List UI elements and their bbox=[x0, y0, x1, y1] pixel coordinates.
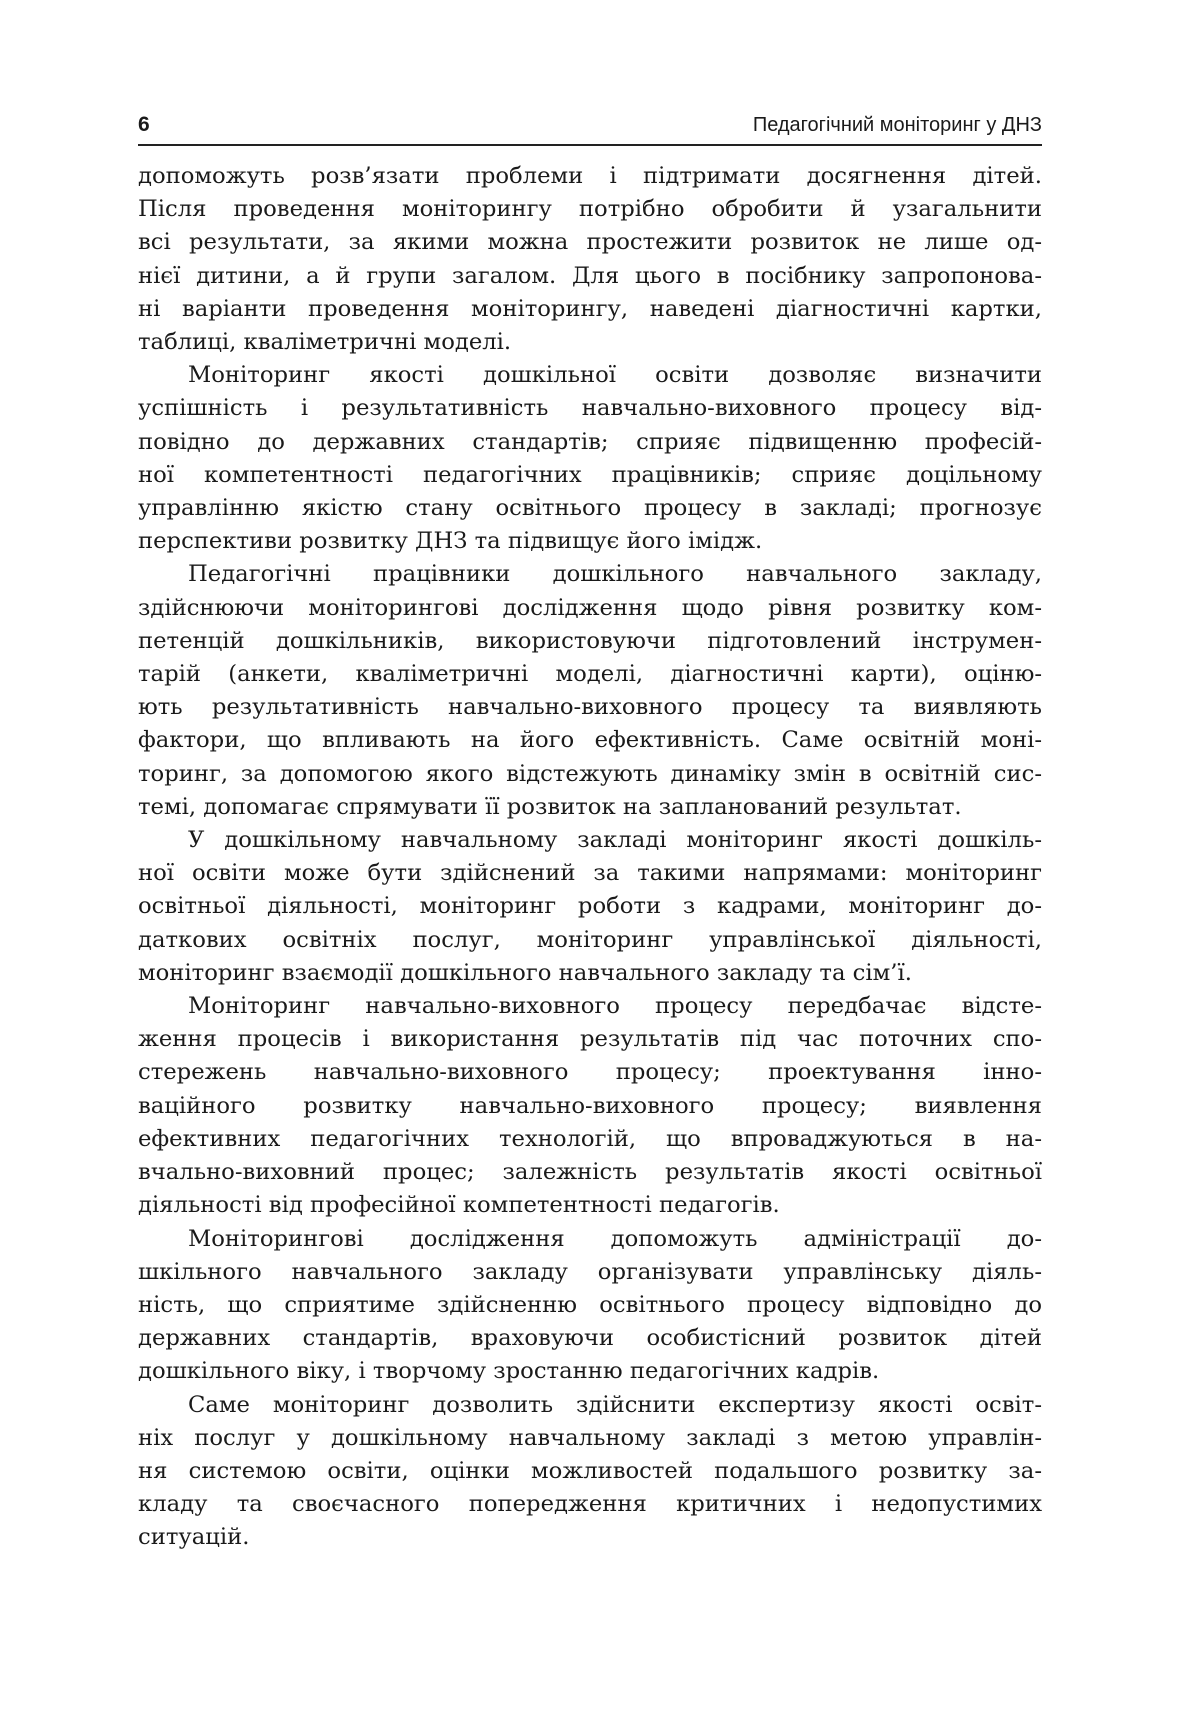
paragraph bbox=[138, 558, 1042, 824]
text-line: фактори, що впливають на його ефективність. Саме освітній моні- bbox=[138, 727, 1042, 754]
text-line: Моніторинг навчально-виховного процесу передбачає відсте- bbox=[188, 993, 1042, 1020]
text-line: ваційного розвитку навчально-виховного процесу; виявлення bbox=[138, 1092, 1042, 1119]
text-line: управлінню якістю стану освітнього процесу в закладі; прогнозує bbox=[138, 495, 1042, 522]
running-header bbox=[138, 110, 1042, 146]
text-line: ситуацій. bbox=[138, 1524, 250, 1551]
text-line: всі результати, за якими можна простежити розвиток не лише од- bbox=[138, 229, 1042, 256]
text-line: ження процесів і використання результатів під час поточних спо- bbox=[138, 1026, 1042, 1053]
text-line: кладу та своєчасного попередження критичних і недопустимих bbox=[138, 1491, 1042, 1518]
text-line: шкільного навчального закладу організувати управлінську діяль- bbox=[138, 1258, 1042, 1285]
text-line: ної компетентності педагогічних працівників; сприяє доцільному bbox=[138, 461, 1042, 488]
text-line: ні варіанти проведення моніторингу, наведені діагностичні картки, bbox=[138, 295, 1042, 322]
running-title: Педагогічний моніторинг у ДНЗ bbox=[752, 114, 1042, 136]
text-line: ють результативність навчально-виховного процесу та виявляють bbox=[138, 694, 1042, 721]
text-line: здійснюючи моніторингові дослідження щодо рівня розвитку ком- bbox=[138, 594, 1042, 621]
paragraph bbox=[138, 1389, 1042, 1555]
text-line: перспективи розвитку ДНЗ та підвищує його імідж. bbox=[138, 528, 763, 555]
text-line: моніторинг взаємодії дошкільного навчального закладу та сім’ї. bbox=[138, 959, 912, 986]
text-line: У дошкільному навчальному закладі моніторинг якості дошкіль- bbox=[188, 827, 1042, 854]
text-line: петенцій дошкільників, використовуючи підготовлений інструмен- bbox=[138, 627, 1042, 654]
text-line: Моніторинг якості дошкільної освіти дозволяє визначити bbox=[188, 362, 1042, 389]
body-text bbox=[138, 160, 1042, 1555]
text-line: тарій (анкети, кваліметричні моделі, діагностичні карти), оціню- bbox=[138, 661, 1042, 688]
text-line: освітньої діяльності, моніторинг роботи з кадрами, моніторинг до- bbox=[138, 893, 1042, 920]
text-line: державних стандартів, враховуючи особистісний розвиток дітей bbox=[138, 1325, 1042, 1352]
text-line: ність, що сприятиме здійсненню освітнього процесу відповідно до bbox=[138, 1291, 1042, 1318]
text-line: ефективних педагогічних технологій, що впроваджуються в на- bbox=[138, 1125, 1042, 1152]
text-line: ніх послуг у дошкільному навчальному закладі з метою управлін- bbox=[138, 1424, 1042, 1451]
text-line: дошкільного віку, і творчому зростанню педагогічних кадрів. bbox=[138, 1358, 880, 1385]
text-line: Після проведення моніторингу потрібно обробити й узагальнити bbox=[138, 196, 1042, 223]
page-number: 6 bbox=[138, 113, 150, 136]
text-line: Саме моніторинг дозволить здійснити експертизу якості освіт- bbox=[188, 1391, 1042, 1418]
text-line: темі, допомагає спрямувати її розвиток на запланований результат. bbox=[138, 793, 962, 820]
text-line: ня системою освіти, оцінки можливостей подальшого розвитку за- bbox=[138, 1457, 1042, 1484]
text-line: Педагогічні працівники дошкільного навчального закладу, bbox=[188, 561, 1042, 588]
text-line: Моніторингові дослідження допоможуть адміністрації до- bbox=[188, 1225, 1042, 1252]
text-line: нієї дитини, а й групи загалом. Для цього в посібнику запропонова- bbox=[138, 262, 1042, 289]
text-line: діяльності від професійної компетентності педагогів. bbox=[138, 1192, 780, 1219]
text-line: ної освіти може бути здійснений за такими напрямами: моніторинг bbox=[138, 860, 1042, 887]
paragraph bbox=[138, 990, 1042, 1222]
text-line: допоможуть розв’язати проблеми і підтримати досягнення дітей. bbox=[138, 163, 1042, 189]
paragraph bbox=[138, 160, 1042, 359]
text-line: стережень навчально-виховного процесу; проектування інно- bbox=[138, 1059, 1042, 1086]
text-line: успішність і результативність навчально-виховного процесу від- bbox=[138, 395, 1042, 422]
text-line: вчально-виховний процес; залежність результатів якості освітньої bbox=[138, 1159, 1042, 1186]
text-line: таблиці, кваліметричні моделі. bbox=[138, 329, 512, 356]
text-line: торинг, за допомогою якого відстежують динаміку змін в освітній сис- bbox=[138, 760, 1042, 787]
paragraph bbox=[138, 1223, 1042, 1389]
paragraph bbox=[138, 359, 1042, 558]
text-line: даткових освітніх послуг, моніторинг управлінської діяльності, bbox=[138, 926, 1042, 953]
text-line: повідно до державних стандартів; сприяє підвищенню професій- bbox=[138, 428, 1042, 455]
paragraph bbox=[138, 824, 1042, 990]
